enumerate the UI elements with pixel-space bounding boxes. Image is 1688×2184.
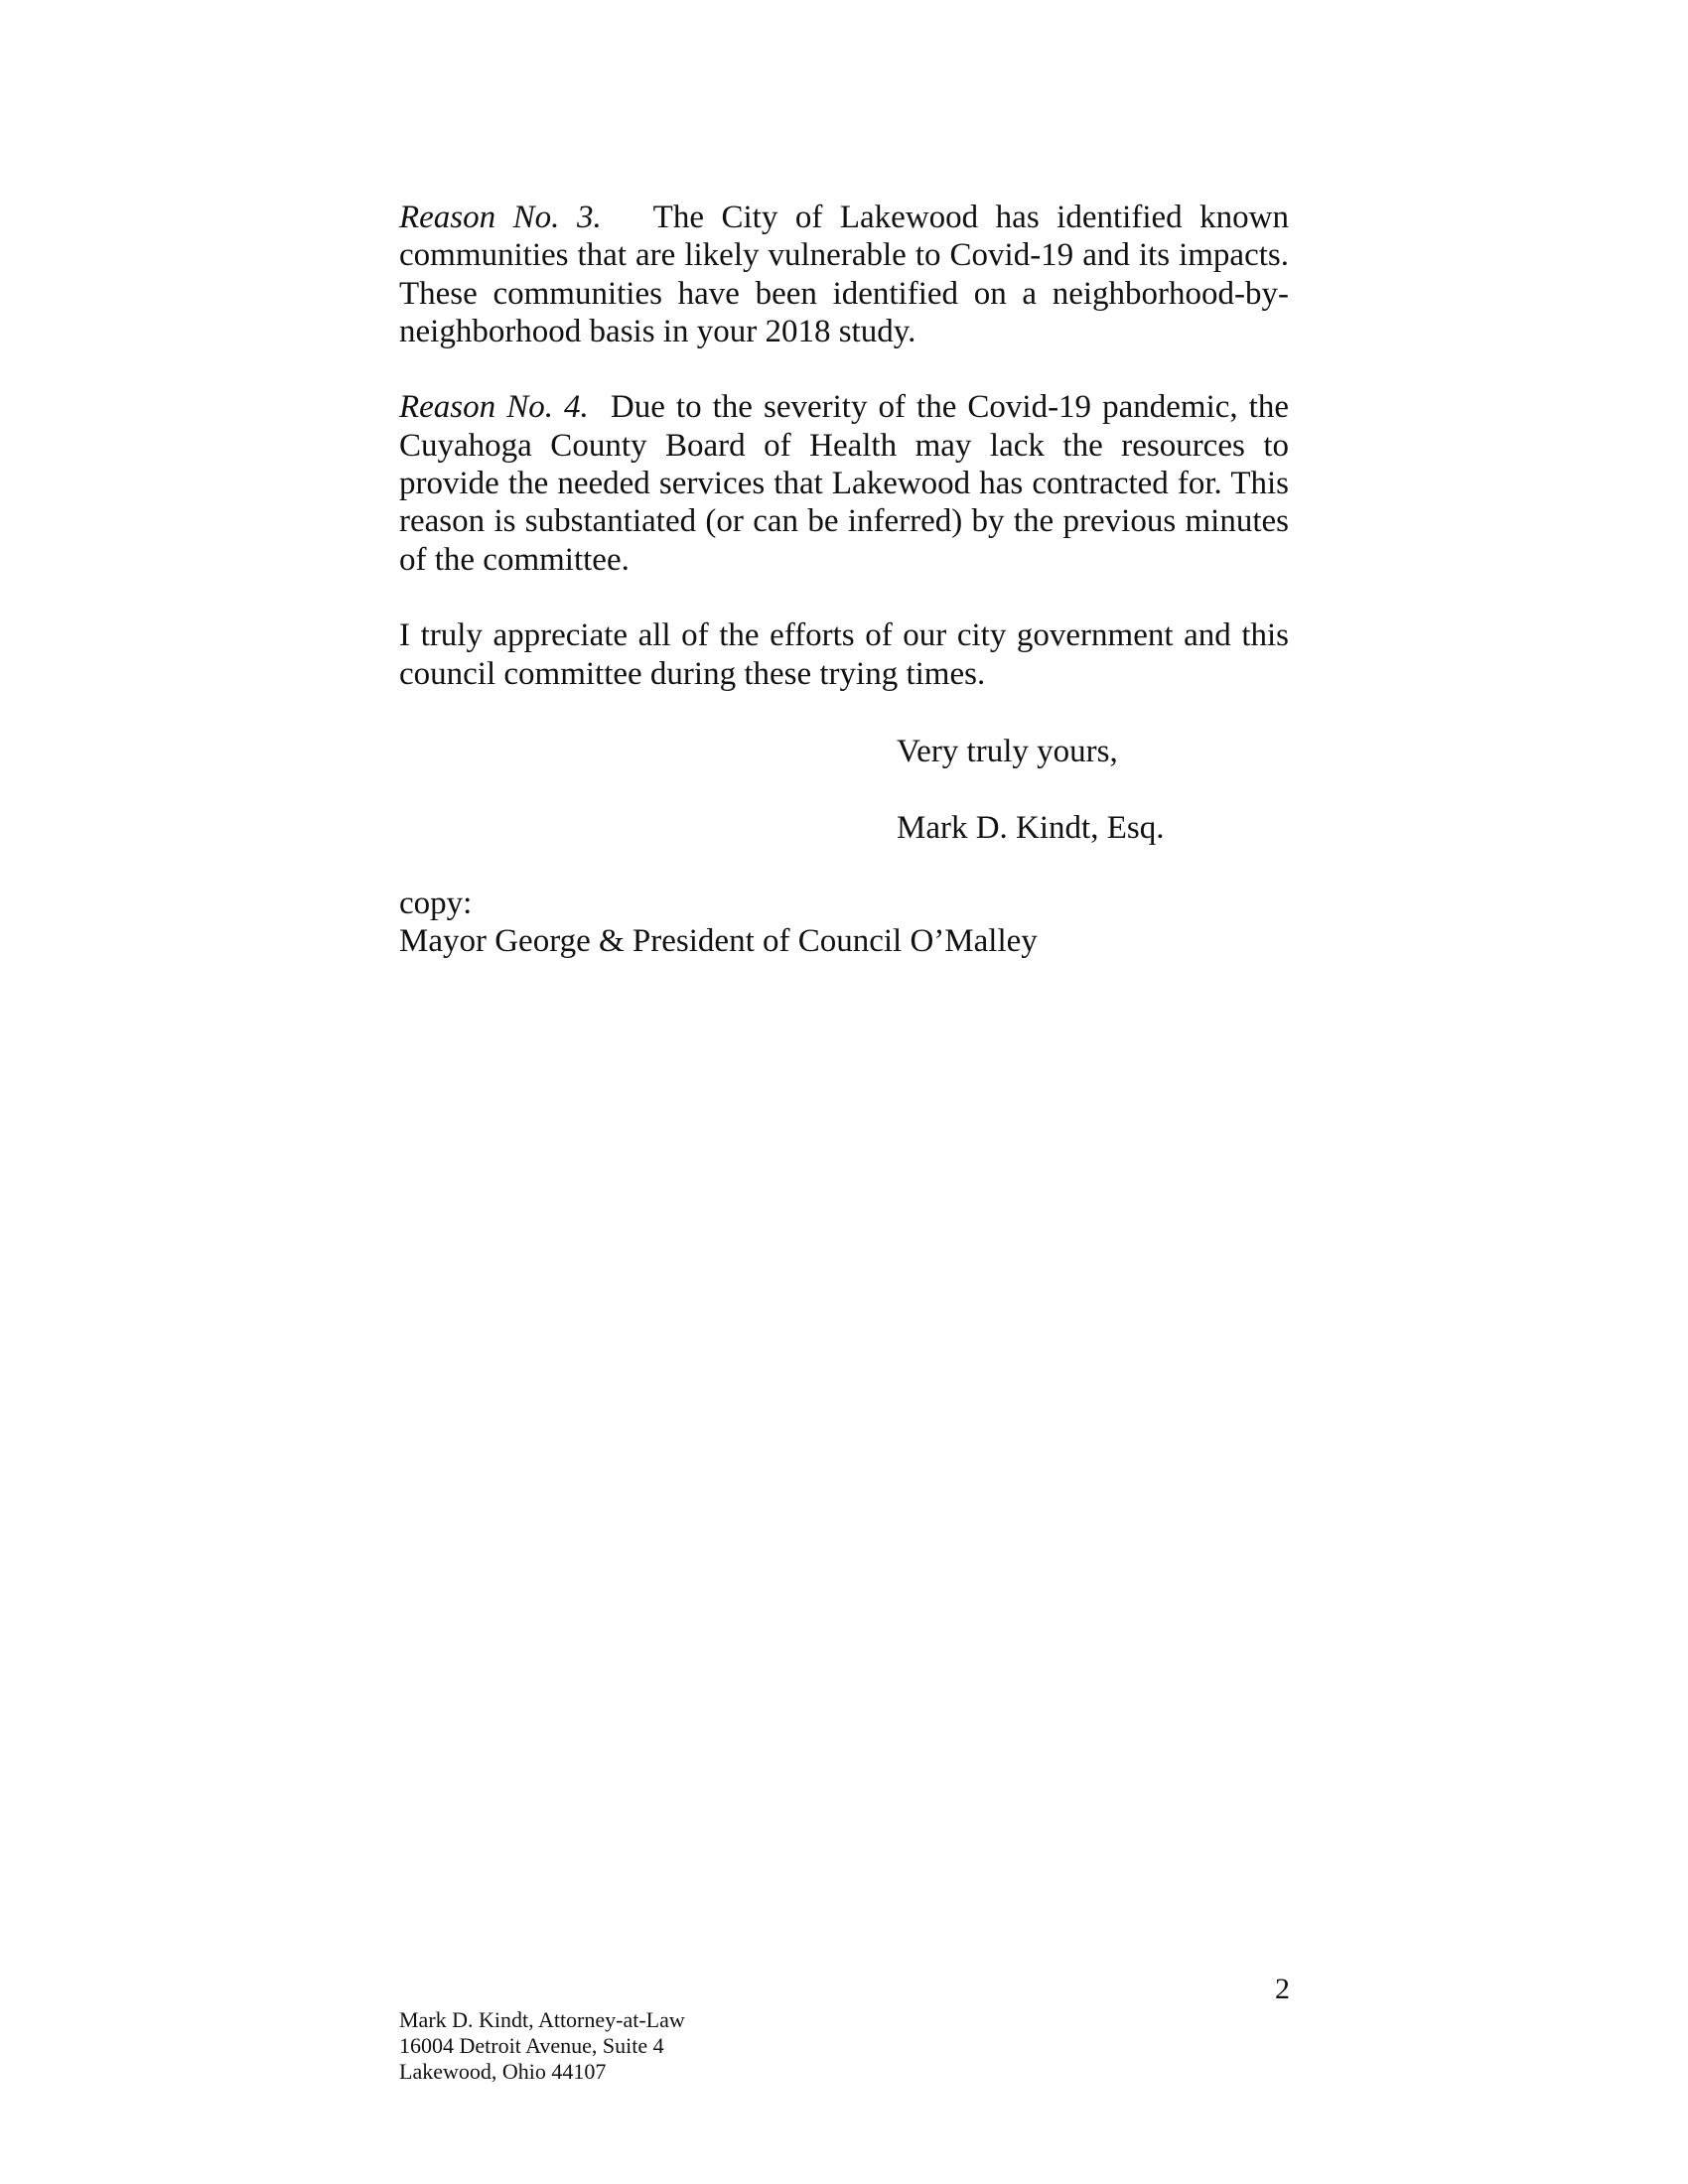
- paragraph-appreciation: [399, 616, 1289, 693]
- footer-name: Mark D. Kindt, Attorney-at-Law: [399, 2007, 685, 2032]
- paragraph-reason-3: [399, 199, 1289, 350]
- page-number: 2: [1275, 1973, 1290, 2005]
- copy-label: copy:: [399, 886, 473, 921]
- footer-street: 16004 Detroit Avenue, Suite 4: [399, 2033, 664, 2058]
- footer-city: Lakewood, Ohio 44107: [399, 2059, 607, 2084]
- paragraph-text: Due to the severity of the Covid-19 pandemic, the Cuyahoga County Board of Health may lack the resources to provide the needed services that Lakewood has contracted for. This reason is substantiated (or can be inferred) by the previous minutes of the committee.: [399, 389, 1290, 578]
- valediction: Very truly yours,: [897, 734, 1118, 769]
- letterhead-footer: [399, 2007, 685, 2085]
- copy-recipients: Mayor George & President of Council O’Malley: [399, 923, 1038, 960]
- paragraph-reason-4: [399, 388, 1289, 578]
- reason-label: Reason No. 3.: [399, 200, 602, 235]
- copy-block: [399, 885, 1038, 961]
- signature-name: Mark D. Kindt, Esq.: [897, 809, 1165, 846]
- paragraph-text: I truly appreciate all of the efforts of our city government and this council committee during these trying times.: [399, 617, 1289, 692]
- paragraph-text: The City of Lakewood has identified known communities that are likely vulnerable to Covid-19 and its impacts. These communities have been identified on a neighborhood-by-neighborhood basis in your 2018 study.: [399, 200, 1289, 349]
- reason-label: Reason No. 4.: [399, 389, 589, 426]
- signature-block: [897, 733, 1164, 885]
- letter-body: [399, 199, 1289, 731]
